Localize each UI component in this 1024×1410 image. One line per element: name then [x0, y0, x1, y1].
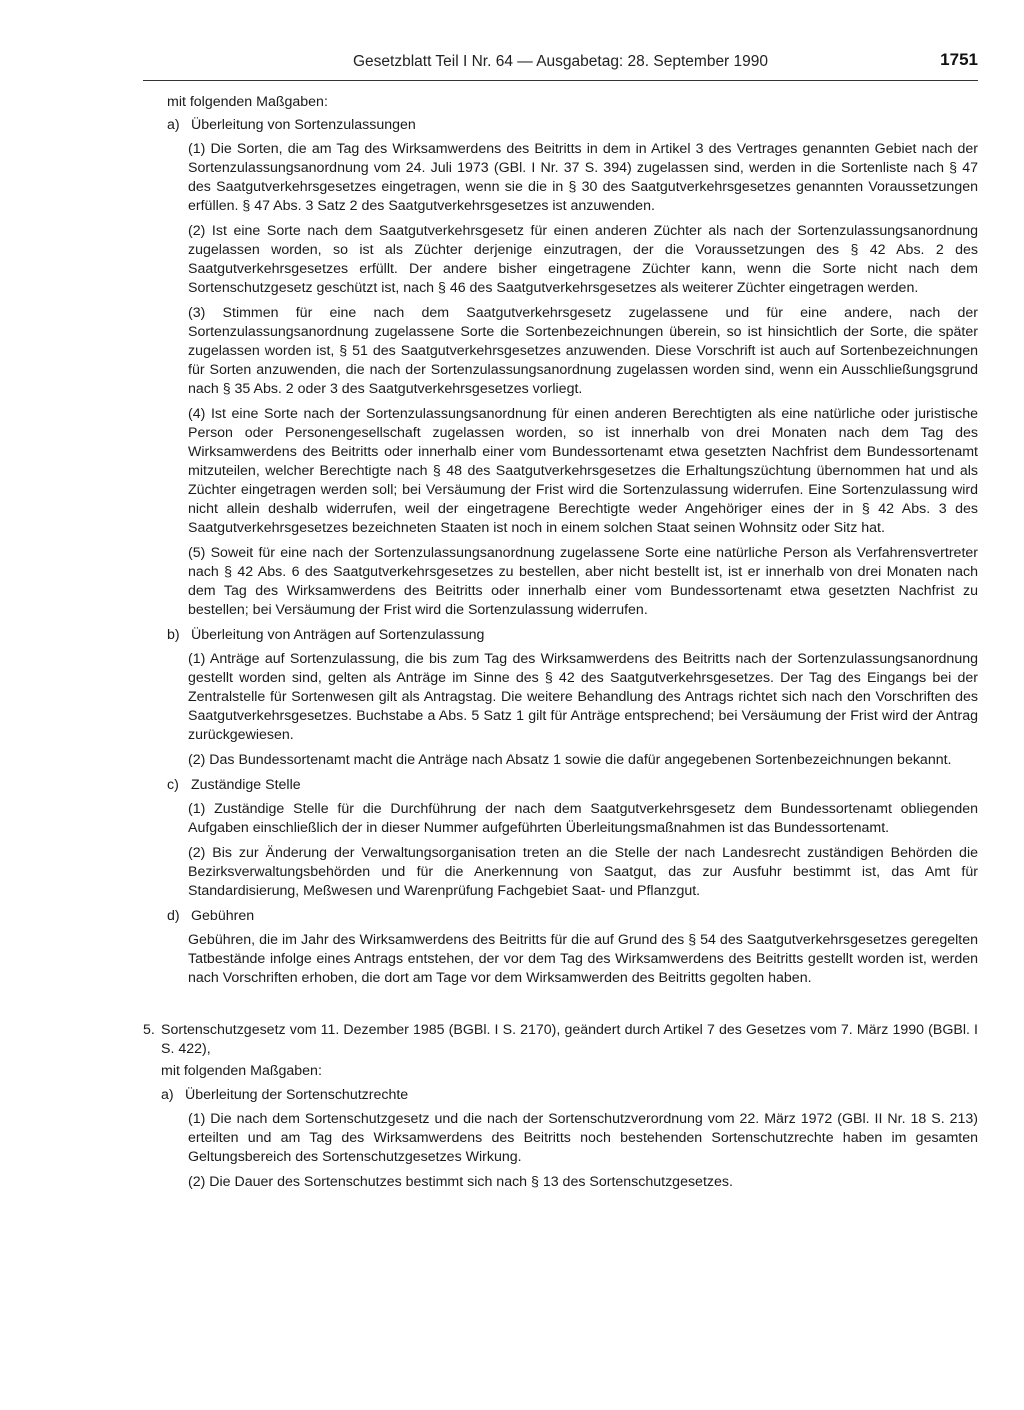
paragraph: (2) Die Dauer des Sortenschutzes bestimmt sich nach § 13 des Sortenschutzgesetzes.	[188, 1174, 733, 1190]
section-label: d)	[167, 908, 180, 924]
section-heading	[143, 116, 978, 135]
section-label: b)	[167, 627, 180, 643]
section-title: Überleitung von Sortenzulassungen	[191, 117, 416, 133]
section-title: Gebühren	[191, 908, 255, 924]
paragraph: (1) Die nach dem Sortenschutzgesetz und die nach der Sortenschutzverordnung vom 22. März 1972 (GBl. II Nr. 18 S. 213) erteilten und am Tag des Wirksamwerdens des Beitritts noch bestehenden Sortenschutzrechte haben im gesamten Geltungsbereich des Sortenschutzgesetzes Wirkung.	[188, 1111, 978, 1165]
paragraph: (3) Stimmen für eine nach dem Saatgutverkehrsgesetz zugelassene und für eine andere, nach der Sortenzulassungsanordnung zugelassene Sorte die Sortenbezeichnungen überein, so ist hinsichtlich der Sorte, die später zugelassen worden ist, § 51 des Saatgutverkehrsgesetzes anzuwenden. Diese Vorschrift ist auch auf Sortenbezeichnungen für Sorten anzuwenden, die nach der Sortenzulassungsanordnung zugelassen worden sind, wenn ein Ausschließungsgrund nach § 35 Abs. 2 oder 3 des Saatgutverkehrsgesetzes vorliegt.	[188, 305, 978, 397]
paragraph: (2) Bis zur Änderung der Verwaltungsorganisation treten an die Stelle der nach Landesrecht zuständigen Behörden die Bezirksverwaltungsbehörden und für die Anerkennung von Saatgut, das zur Ausfuhr bestimmt ist, das Amt für Standardisierung, Meßwesen und Warenprüfung Fachgebiet Saat- und Pflanzgut.	[188, 845, 978, 899]
section-title: Überleitung von Anträgen auf Sortenzulassung	[191, 627, 485, 643]
item-text: Sortenschutzgesetz vom 11. Dezember 1985 (BGBl. I S. 2170), geändert durch Artikel 7 des Gesetzes vom 7. März 1990 (BGBl. I S. 422),	[161, 1022, 978, 1057]
paragraph: (1) Zuständige Stelle für die Durchführung der nach dem Saatgutverkehrsgesetz dem Bundessortenamt obliegenden Aufgaben einschließlich der in dieser Nummer aufgeführten Überleitungsmaßnahmen ist das Bundessortenamt.	[188, 801, 978, 836]
item-5	[143, 1021, 978, 1198]
page-header	[143, 50, 978, 81]
section-heading	[161, 1086, 978, 1105]
section-heading	[143, 626, 978, 645]
page-number: 1751	[940, 50, 978, 69]
paragraph: (2) Ist eine Sorte nach dem Saatgutverkehrsgesetz für einen anderen Züchter als nach der Sortenzulassungsanordnung zugelassen worden, so ist als Züchter derjenige einzutragen, der die Voraussetzungen des § 42 Abs. 2 des Saatgutverkehrsgesetzes erfüllt. Der andere bisher eingetragene Züchter kann, wenn die Sorte nicht nach dem Sortenschutzgesetz geschützt ist, nach § 46 des Saatgutverkehrsgesetzes als weiterer Züchter eingetragen werden.	[188, 223, 978, 296]
section-heading	[143, 907, 978, 926]
paragraph: (2) Das Bundessortenamt macht die Anträge nach Absatz 1 sowie die dafür angegebenen Sortenbezeichnungen bekannt.	[188, 752, 952, 768]
intro-text: mit folgenden Maßgaben:	[167, 94, 328, 110]
intro-text: mit folgenden Maßgaben:	[161, 1063, 322, 1079]
section-b	[143, 626, 978, 770]
section-c	[143, 776, 978, 901]
item-number: 5.	[143, 1022, 155, 1038]
paragraph: (1) Anträge auf Sortenzulassung, die bis zum Tag des Wirksamwerdens des Beitritts nach der Sortenzulassungsanordnung gestellt worden sind, gelten als Anträge im Sinne des § 42 des Saatgutverkehrsgesetzes. Der Tag des Eingangs bei der Zentralstelle für Sortenwesen gilt als Antragstag. Die weitere Behandlung des Antrags richtet sich nach den Vorschriften des Saatgutverkehrsgesetzes. Buchstabe a Abs. 5 Satz 1 gilt für Anträge entsprechend; bei Versäumung der Frist wird der Antrag zurückgewiesen.	[188, 651, 978, 743]
section-label: a)	[167, 117, 180, 133]
document-body	[143, 93, 978, 1198]
paragraph: (4) Ist eine Sorte nach der Sortenzulassungsanordnung für einen anderen Berechtigten als eine natürliche oder juristische Person oder Personengesellschaft zugelassen worden, so ist innerhalb von drei Monaten nach dem Tag des Wirksamwerdens des Beitritts oder innerhalb einer vom Bundessortenamt etwa gesetzten Nachfrist dem Bundessortenamt mitzuteilen, welcher Berechtigte nach § 48 des Saatgutverkehrsgesetzes die Erhaltungszüchtung übernommen hat und als Züchter eingetragen werden soll; bei Versäumung der Frist wird die Sortenzulassung widerrufen. Eine Sortenzulassung wird nicht allein deshalb widerrufen, weil der eingetragene Berechtigte weder Angehöriger eines der in § 42 Abs. 3 des Saatgutverkehrsgesetzes bezeichneten Staaten ist noch in einem solchen Staat seinen Wohnsitz oder Sitz hat.	[188, 406, 978, 536]
section-label: c)	[167, 777, 179, 793]
paragraph: (1) Die Sorten, die am Tag des Wirksamwerdens des Beitritts in dem in Artikel 3 des Vertrages genannten Gebiet nach der Sortenzulassungsanordnung vom 24. Juli 1973 (GBl. I Nr. 37 S. 394) zugelassen sind, werden in die Sortenliste nach § 47 des Saatgutverkehrsgesetzes eingetragen, wenn sie die in § 30 des Saatgutverkehrsgesetzes genannten Voraussetzungen erfüllen. § 47 Abs. 3 Satz 2 des Saatgutverkehrsgesetzes ist anzuwenden.	[188, 141, 978, 214]
section-title: Überleitung der Sortenschutzrechte	[185, 1087, 409, 1103]
header-title: Gesetzblatt Teil I Nr. 64 — Ausgabetag: 28. September 1990	[352, 53, 769, 70]
paragraph: Gebühren, die im Jahr des Wirksamwerdens des Beitritts für die auf Grund des § 54 des Saatgutverkehrsgesetzes geregelten Tatbestände infolge eines Antrags entstehen, der vor dem Tag des Wirksamwerdens des Beitritts gestellt worden ist, werden nach Vorschriften erhoben, die dort am Tage vor dem Wirksamwerden des Beitritts gegolten haben.	[188, 932, 978, 986]
item-body	[161, 1021, 978, 1198]
section-d	[143, 907, 978, 988]
section-heading	[143, 776, 978, 795]
section-label: a)	[161, 1087, 174, 1103]
section-a	[143, 116, 978, 620]
section-title: Zuständige Stelle	[191, 777, 301, 793]
paragraph: (5) Soweit für eine nach der Sortenzulassungsanordnung zugelassene Sorte eine natürliche Person als Verfahrensvertreter nach § 42 Abs. 6 des Saatgutverkehrsgesetzes zu bestellen, aber nicht bestellt ist, ist er innerhalb von drei Monaten nach dem Tag des Wirksamwerdens des Beitritts oder innerhalb einer vom Bundessortenamt etwa gesetzten Nachfrist zu bestellen; bei Versäumung der Frist wird die Sortenzulassung widerrufen.	[188, 545, 978, 618]
